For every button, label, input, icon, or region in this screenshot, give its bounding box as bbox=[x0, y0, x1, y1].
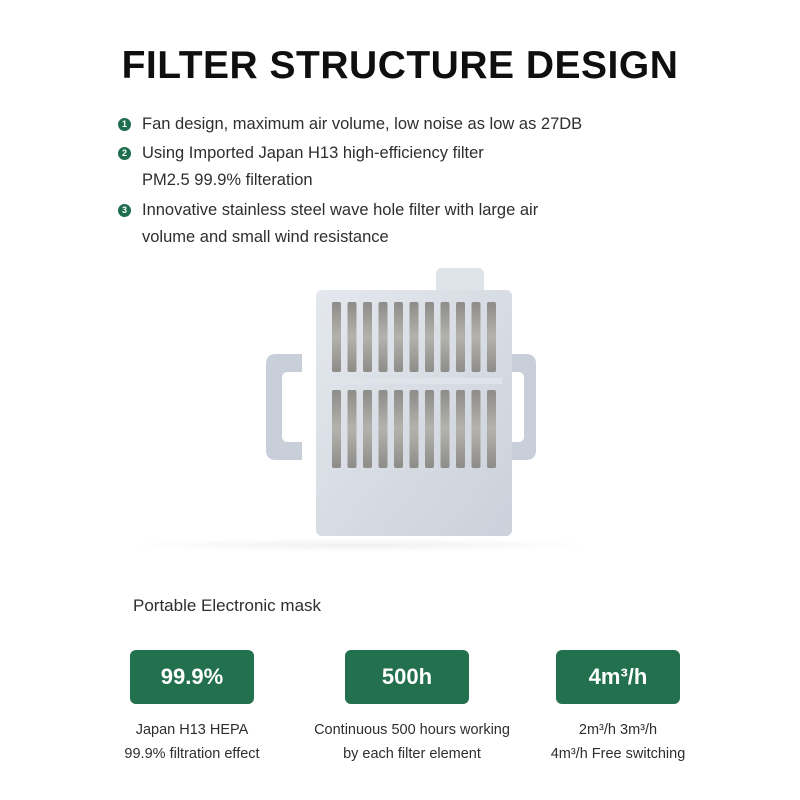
stat-badge-airflow: 4m³/h bbox=[556, 650, 680, 704]
stat-1-line-2: 99.9% filtration effect bbox=[124, 746, 260, 762]
filter-mesh-slot bbox=[456, 302, 465, 372]
stat-description-filtration bbox=[92, 718, 292, 766]
page-title: FILTER STRUCTURE DESIGN bbox=[121, 44, 679, 87]
stat-badge-filtration: 99.9% bbox=[130, 650, 254, 704]
feature-text-1 bbox=[142, 111, 582, 138]
feature-item-1 bbox=[118, 111, 582, 138]
feature-item-2 bbox=[118, 140, 484, 194]
number-badge-1-icon: 1 bbox=[118, 118, 131, 131]
number-badge-3-icon: 3 bbox=[118, 204, 131, 217]
filter-mesh-slot bbox=[441, 390, 450, 468]
filter-mesh-slot bbox=[332, 302, 341, 372]
feature-text-2 bbox=[142, 140, 484, 194]
filter-mesh-slot bbox=[410, 390, 419, 468]
filter-mesh-slot bbox=[379, 302, 388, 372]
feature-3-line-1: Innovative stainless steel wave hole filter with large air bbox=[142, 201, 539, 219]
filter-mesh-slot bbox=[425, 390, 434, 468]
filter-mesh-slot bbox=[410, 302, 419, 372]
feature-item-3 bbox=[118, 197, 538, 251]
stat-3-line-2: 4m³/h Free switching bbox=[550, 746, 686, 762]
subtitle: Portable Electronic mask bbox=[133, 596, 322, 615]
filter-mesh-slot bbox=[425, 302, 434, 372]
filter-mesh-slot bbox=[394, 302, 403, 372]
filter-mesh-slot bbox=[456, 390, 465, 468]
filter-mesh-slot bbox=[363, 390, 372, 468]
feature-2-line-1: Using Imported Japan H13 high-efficiency filter bbox=[142, 144, 484, 162]
stat-description-hours bbox=[292, 718, 532, 766]
filter-cartridge-image bbox=[262, 262, 552, 552]
filter-mesh-slot bbox=[363, 302, 372, 372]
filter-mesh-slot bbox=[332, 390, 341, 468]
feature-3-line-2: volume and small wind resistance bbox=[142, 228, 389, 246]
filter-mesh-slot bbox=[379, 390, 388, 468]
filter-mesh-slot bbox=[394, 390, 403, 468]
filter-mesh-slot bbox=[487, 390, 496, 468]
stat-badge-hours: 500h bbox=[345, 650, 469, 704]
stat-2-line-1: Continuous 500 hours working bbox=[314, 722, 510, 738]
stat-3-line-1: 2m³/h 3m³/h bbox=[578, 722, 658, 738]
stat-1-line-1: Japan H13 HEPA bbox=[135, 722, 249, 738]
feature-text-3 bbox=[142, 197, 538, 251]
filter-mesh-slot bbox=[487, 302, 496, 372]
filter-mesh-slot bbox=[472, 302, 481, 372]
filter-mesh-slot bbox=[348, 302, 357, 372]
number-badge-2-icon: 2 bbox=[118, 147, 131, 160]
filter-mesh-slot bbox=[472, 390, 481, 468]
stat-description-airflow bbox=[528, 718, 708, 766]
feature-2-line-2: PM2.5 99.9% filteration bbox=[142, 171, 313, 189]
filter-mesh-slot bbox=[441, 302, 450, 372]
feature-1-line-1: Fan design, maximum air volume, low noise as low as 27DB bbox=[142, 115, 583, 133]
stat-2-line-2: by each filter element bbox=[343, 746, 481, 762]
filter-mesh-slot bbox=[348, 390, 357, 468]
